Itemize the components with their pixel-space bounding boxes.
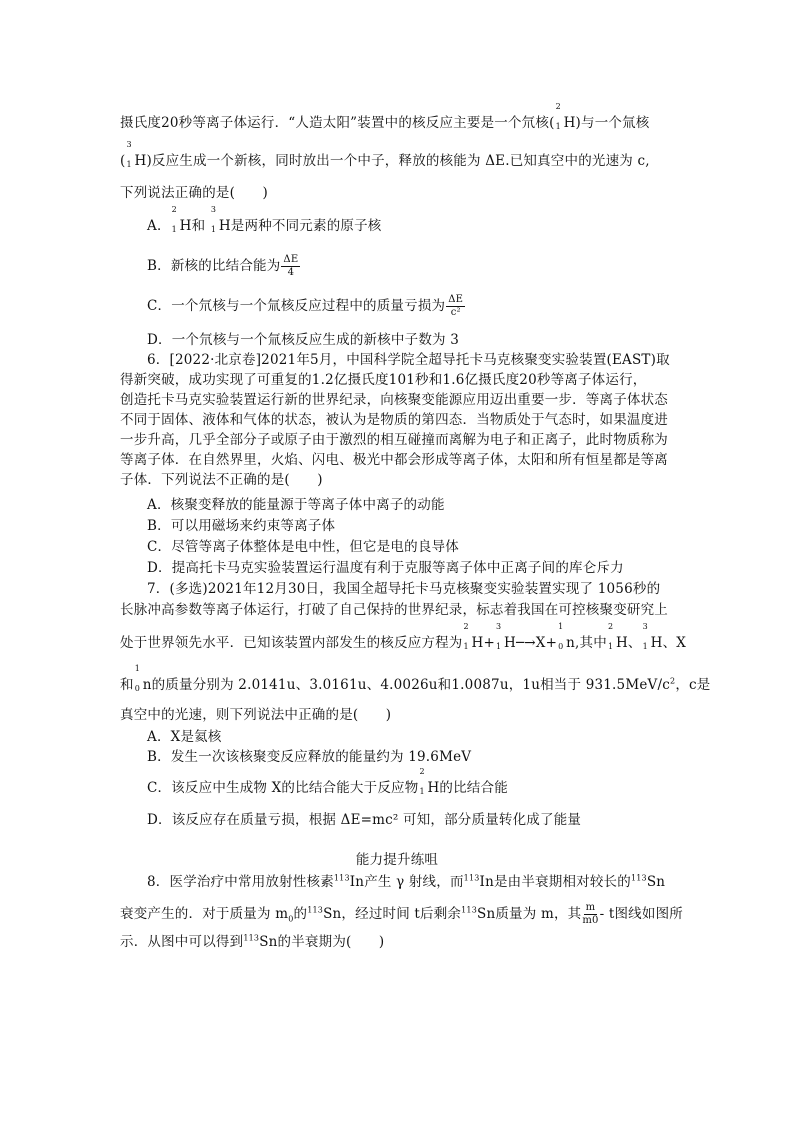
- option-c: C．该反应中生成物 X的比结合能大于反应物 2 1 H的比结合能: [147, 767, 508, 796]
- text-line: 真空中的光速，则下列说法中正确的是( ): [120, 707, 392, 723]
- fraction: $\frac{m}{m0}$: [582, 902, 599, 926]
- text-line: 创造托卡马克实验装置运行新的世界纪录，向核聚变能源应用迈出重要一步．等离子体状态: [120, 392, 668, 408]
- question-7: 7．(多选)2021年12月30日，我国全超导托卡马克核聚变实验装置实现了 1056秒的: [147, 581, 661, 597]
- text-line: 子体．下列说法不正确的是( ): [120, 472, 323, 488]
- option-d: D．该反应存在质量亏损，根据 ΔE=mc² 可知，部分质量转化成了能量: [147, 812, 582, 828]
- option-a: A．核聚变释放的能量源于等离子体中离子的动能: [147, 497, 445, 513]
- text-line: 长脉冲高参数等离子体运行，打破了自己保持的世界纪录，标志着我国在可控核聚变研究上: [120, 602, 668, 618]
- option-c: C．一个氘核与一个氚核反应过程中的质量亏损为 $\frac{\Delta E}{\text{c²}}$: [147, 294, 464, 318]
- text-line: 衰变产生的．对于质量为 $m_0$的$^{113}$Sn，经过时间 t后剩余$^{113}$Sn质量为 m，其 $\frac{m}{m0}$ - t图线如图所: [120, 902, 683, 926]
- fraction: $\frac{\Delta E}{4}$: [283, 254, 299, 278]
- option-d: D．提高托卡马克实验装置运行温度有利于克服等离子体中正离子间的库仑斥力: [147, 560, 624, 576]
- section-heading: 能力提升练咀: [355, 852, 439, 868]
- option-a: A． 2 1 H和 3 1 H是两种不同元素的原子核: [147, 205, 382, 234]
- option-b: B．新核的比结合能为 $\frac{\Delta E}{4}$: [147, 254, 299, 278]
- option-d: D．一个氘核与一个氚核反应生成的新核中子数为 3: [147, 332, 460, 348]
- text-line: ( 3 1 H)反应生成一个新核，同时放出一个中子，释放的核能为 ΔE.已知真空中的光速为 c,: [120, 140, 650, 169]
- text-line: 等离子体．在自然界里，火焰、闪电、极光中都会形成等离子体，太阳和所有恒星都是等离: [120, 452, 668, 468]
- option-b: B．发生一次该核聚变反应释放的能量约为 19.6MeV: [147, 749, 472, 765]
- text-line: 下列说法正确的是( ): [120, 185, 268, 201]
- text-line: 摄氏度20秒等离子体运行．“人造太阳”装置中的核反应主要是一个氘核( 2 1 H)与一个氚核: [120, 102, 650, 131]
- option-c: C．尽管等离子体整体是电中性，但它是电的良导体: [147, 539, 459, 555]
- text-line: 处于世界领先水平．已知该装置内部发生的核反应方程为 2 1 H+ 3 1 H─→X+ 1 0 n,其中 2 1 H、 3 1 H、X: [120, 622, 687, 651]
- option-a: A．X是氦核: [147, 729, 222, 745]
- text-line: 和 1 0 n的质量分别为 2.0141u、3.0161u、4.0026u和1.0087u，1u相当于 $931.5MeV/c^2$，c是: [120, 664, 711, 693]
- option-b: B．可以用磁场来约束等离子体: [147, 518, 336, 534]
- question-6: 6．[2022·北京卷]2021年5月，中国科学院全超导托卡马克核聚变实验装置(EAST)取: [147, 352, 670, 368]
- fraction: $\frac{\Delta E}{\text{c²}}$: [448, 294, 464, 318]
- text-line: 不同于固体、液体和气体的状态，被认为是物质的第四态．当物质处于气态时，如果温度进: [120, 412, 668, 428]
- text-line: 得新突破，成功实现了可重复的1.2亿摄氏度101秒和1.6亿摄氏度20秒等离子体运行，: [120, 372, 647, 388]
- text-line: 一步升高，几乎全部分子或原子由于激烈的相互碰撞而离解为电子和正离子，此时物质称为: [120, 432, 668, 448]
- question-8: 8．医学治疗中常用放射性核素$^{113}$In产生 γ 射线，而$^{113}$In是由半衰期相对较长的$^{113}$Sn: [147, 873, 666, 890]
- text-line: 示．从图中可以得到$^{113}$Sn的半衰期为( ): [120, 933, 385, 950]
